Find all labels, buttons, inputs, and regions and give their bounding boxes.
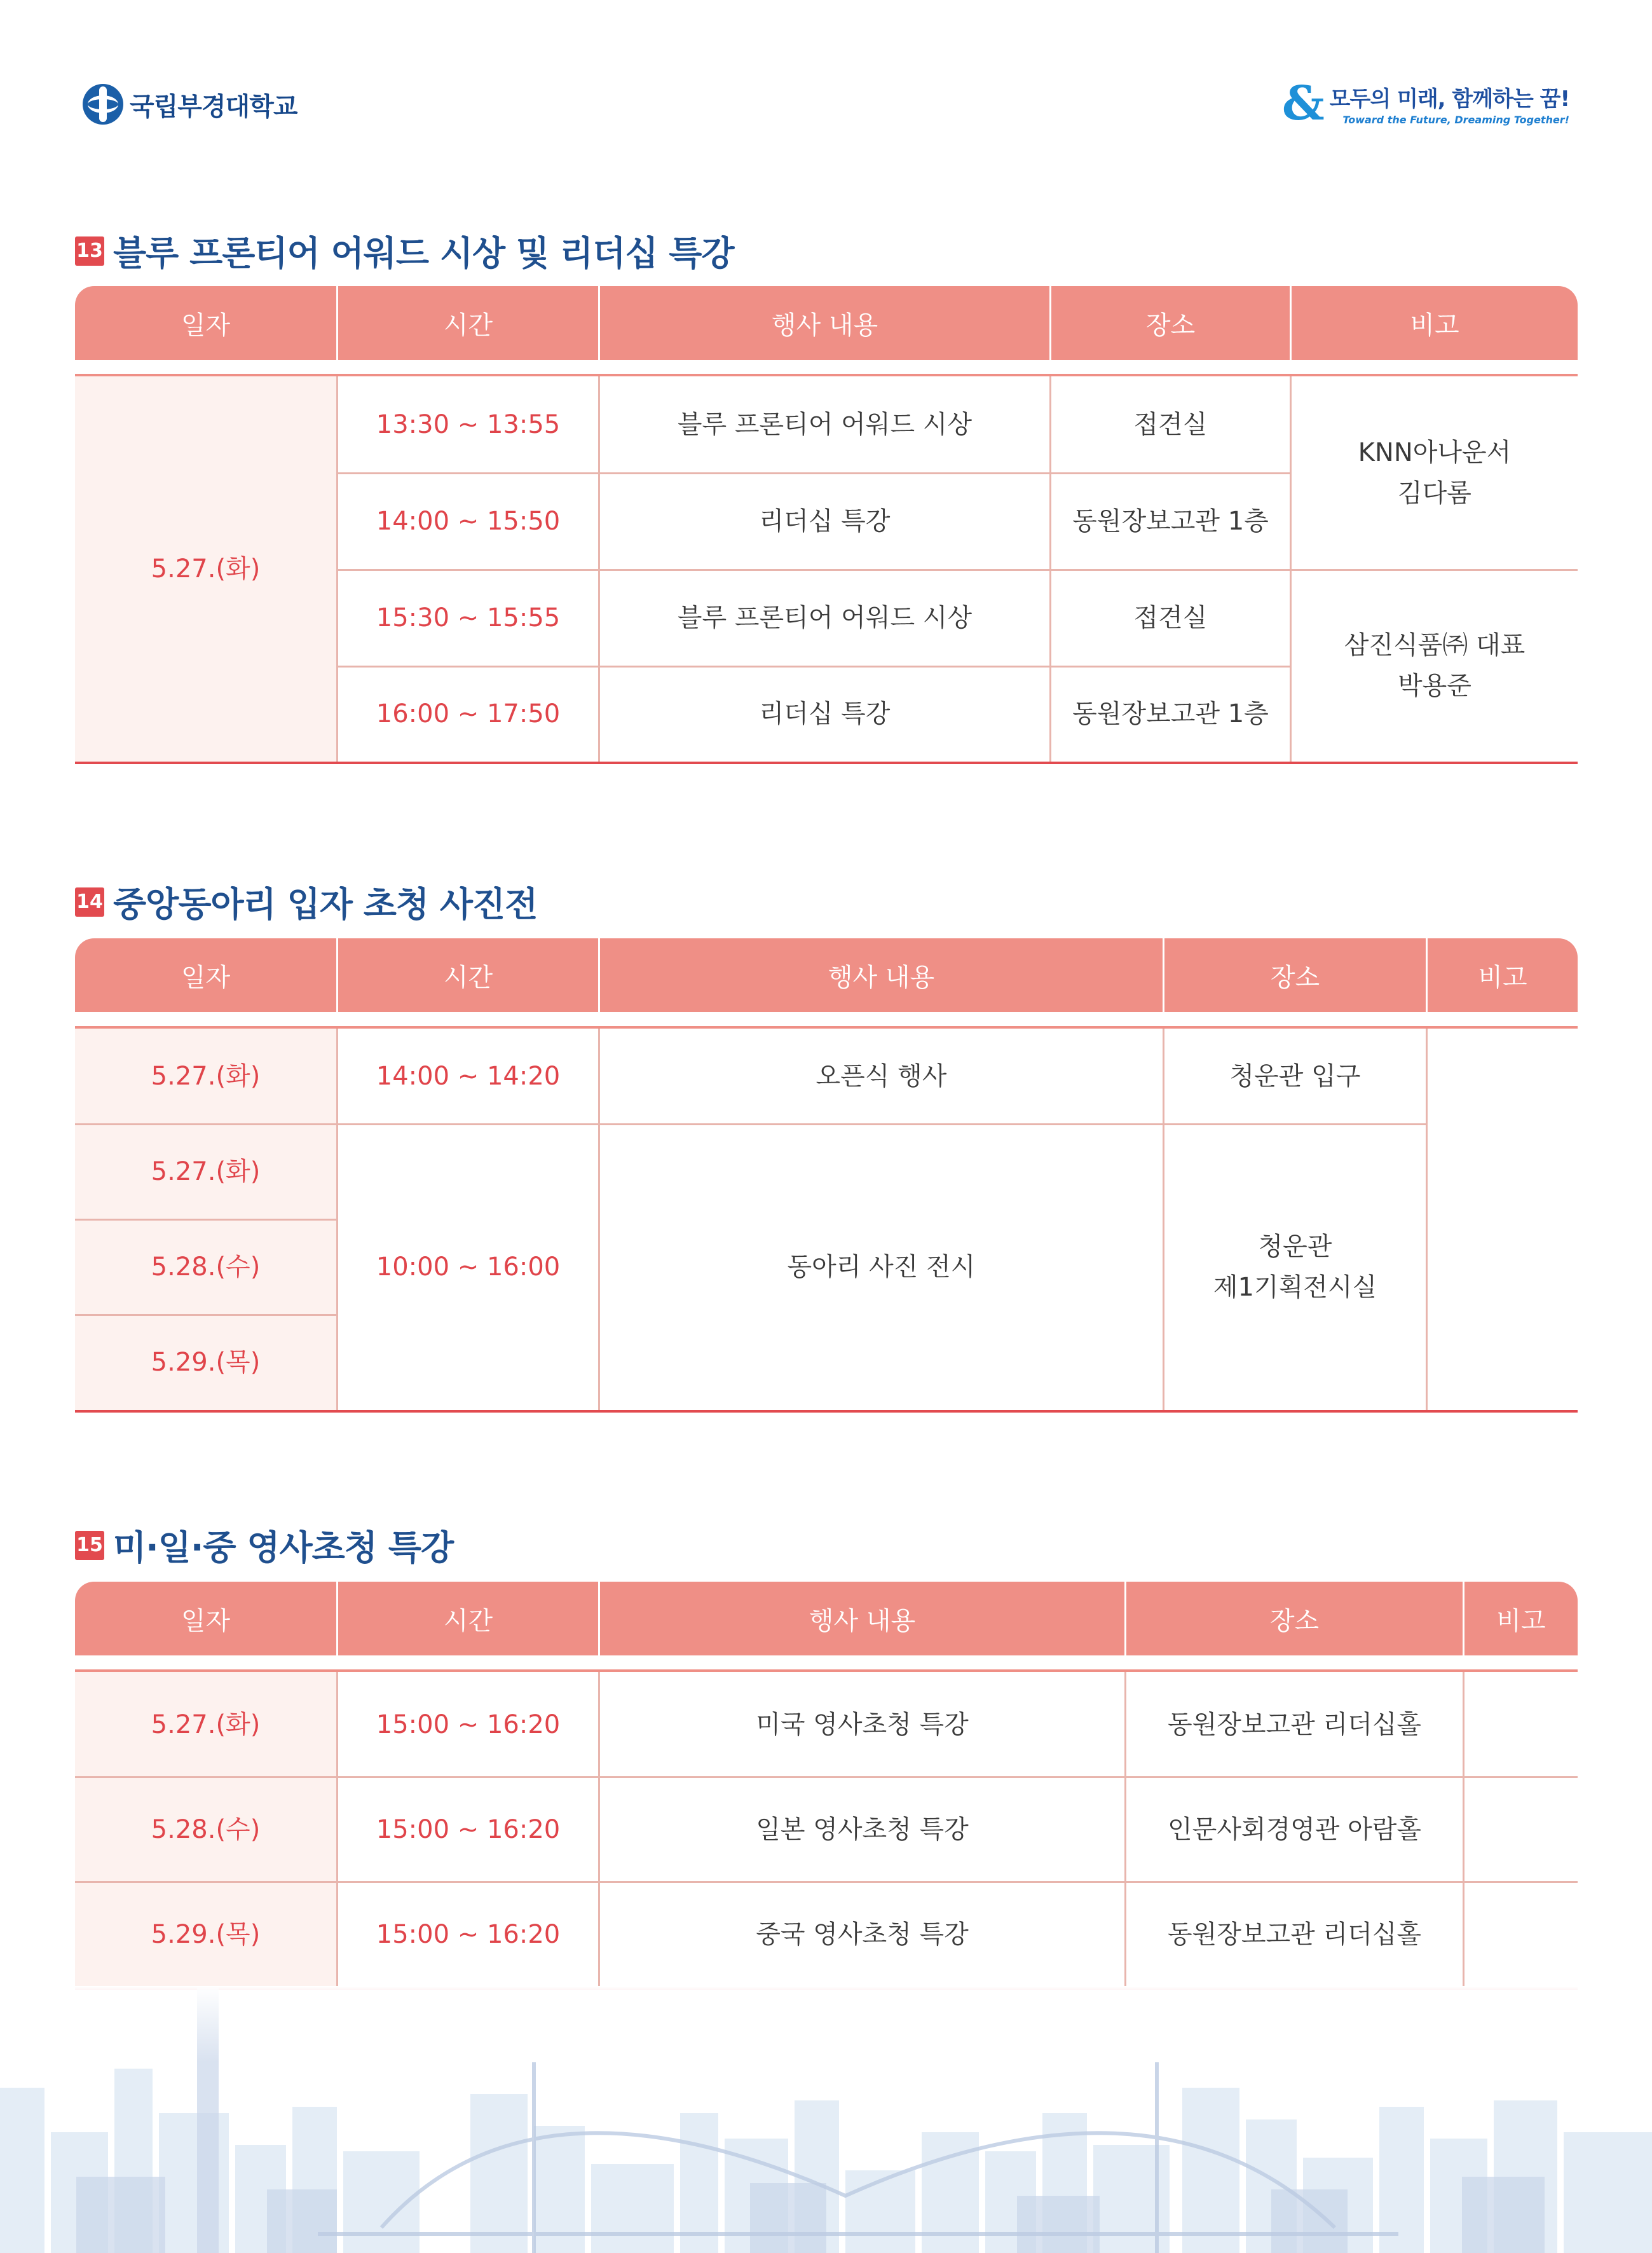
time-cell: 10:00 ~ 16:00 <box>338 1124 600 1410</box>
note-line: 박용준 <box>1398 671 1471 701</box>
date-cell: 5.28.(수) <box>75 1777 338 1882</box>
section-14-title <box>75 877 537 926</box>
header-note: 비고 <box>1496 1606 1546 1636</box>
ampersand-logo-icon: & <box>1281 76 1325 131</box>
section-13-title <box>75 226 734 275</box>
header-date: 일자 <box>75 286 338 360</box>
date-cell: 5.27.(화) <box>75 1124 338 1219</box>
table-body <box>75 1672 1578 1990</box>
slogan-logo <box>1281 76 1569 131</box>
date-cell: 5.27.(화) <box>75 376 338 762</box>
place-cell: 동원장보고관 1층 <box>1051 473 1292 570</box>
place-cell: 청운관 입구 <box>1164 1029 1428 1124</box>
note-cell <box>1292 570 1578 762</box>
content-cell: 오픈식 행사 <box>600 1029 1164 1124</box>
place-cell: 동원장보고관 리더십홀 <box>1126 1672 1464 1777</box>
header-note: 비고 <box>1410 310 1459 340</box>
time-cell: 16:00 ~ 17:50 <box>338 666 600 762</box>
slogan-text: 모두의 미래, 함께하는 꿈! <box>1329 86 1569 112</box>
content-cell: 블루 프론티어 어워드 시상 <box>600 570 1051 666</box>
note-cell <box>1292 376 1578 570</box>
row-divider <box>75 1776 1578 1778</box>
content-cell: 블루 프론티어 어워드 시상 <box>600 376 1051 473</box>
place-cell: 접견실 <box>1051 376 1292 473</box>
place-cell <box>1164 1124 1428 1410</box>
table-body <box>75 1029 1578 1413</box>
row-divider <box>338 472 1292 474</box>
row-divider <box>75 1123 1428 1125</box>
content-cell: 일본 영사초청 특강 <box>600 1777 1126 1882</box>
header-date: 일자 <box>75 938 338 1012</box>
content-cell: 동아리 사진 전시 <box>600 1124 1164 1410</box>
section-14-table <box>75 938 1578 1413</box>
content-cell: 리더십 특강 <box>600 666 1051 762</box>
note-line: 김다롬 <box>1398 479 1471 508</box>
place-cell: 접견실 <box>1051 570 1292 666</box>
time-cell: 15:00 ~ 16:20 <box>338 1882 600 1987</box>
header-place: 장소 <box>1164 938 1428 1012</box>
table-header <box>75 938 1578 1012</box>
section-title-text: 블루 프론티어 어워드 시상 및 리더십 특강 <box>113 233 734 273</box>
place-cell: 동원장보고관 리더십홀 <box>1126 1882 1464 1987</box>
date-cell: 5.29.(목) <box>75 1882 338 1987</box>
note-cell <box>1428 1029 1578 1410</box>
place-cell: 동원장보고관 1층 <box>1051 666 1292 762</box>
table-body <box>75 376 1578 764</box>
header-content: 행사 내용 <box>600 938 1164 1012</box>
date-cell: 5.29.(목) <box>75 1315 338 1410</box>
table-header <box>75 286 1578 360</box>
section-title-text: 중앙동아리 입자 초청 사진전 <box>113 884 538 924</box>
place-cell: 인문사회경영관 아람홀 <box>1126 1777 1464 1882</box>
section-13-table <box>75 286 1578 764</box>
place-line: 제1기획전시실 <box>1213 1273 1377 1302</box>
header-place: 장소 <box>1051 286 1292 360</box>
slogan-english-text: Toward the Future, Dreaming Together! <box>1342 114 1569 126</box>
header-time: 시간 <box>338 286 600 360</box>
section-15-title <box>75 1521 453 1570</box>
note-cell <box>1464 1882 1578 1987</box>
university-emblem-icon <box>83 84 123 125</box>
date-cell: 5.28.(수) <box>75 1219 338 1315</box>
time-cell: 15:00 ~ 16:20 <box>338 1777 600 1882</box>
note-line: KNN아나운서 <box>1358 438 1512 467</box>
content-cell: 중국 영사초청 특강 <box>600 1882 1126 1987</box>
time-cell: 15:30 ~ 15:55 <box>338 570 600 666</box>
time-cell: 14:00 ~ 14:20 <box>338 1029 600 1124</box>
section-15-table <box>75 1582 1578 1990</box>
place-line: 청운관 <box>1258 1232 1332 1261</box>
row-divider <box>338 666 1292 668</box>
note-cell <box>1464 1672 1578 1777</box>
time-cell: 14:00 ~ 15:50 <box>338 473 600 570</box>
university-name: 국립부경대학교 <box>130 92 297 121</box>
row-divider <box>338 569 1578 571</box>
row-divider <box>75 1314 338 1316</box>
section-number-badge: 14 <box>75 887 104 917</box>
header-date: 일자 <box>75 1582 338 1655</box>
date-cell: 5.27.(화) <box>75 1029 338 1124</box>
note-cell <box>1464 1777 1578 1882</box>
table-header <box>75 1582 1578 1655</box>
section-number-badge: 13 <box>75 236 104 266</box>
content-cell: 리더십 특강 <box>600 473 1051 570</box>
section-title-text: 미·일·중 영사초청 특강 <box>113 1528 454 1568</box>
date-cell: 5.27.(화) <box>75 1672 338 1777</box>
row-divider <box>75 1219 338 1221</box>
header-content: 행사 내용 <box>600 1582 1126 1655</box>
note-line: 삼진식품㈜ 대표 <box>1344 631 1526 660</box>
header-place: 장소 <box>1126 1582 1464 1655</box>
content-cell: 미국 영사초청 특강 <box>600 1672 1126 1777</box>
university-logo <box>83 81 297 127</box>
time-cell: 13:30 ~ 13:55 <box>338 376 600 473</box>
header-content: 행사 내용 <box>600 286 1051 360</box>
header-time: 시간 <box>338 1582 600 1655</box>
time-cell: 15:00 ~ 16:20 <box>338 1672 600 1777</box>
city-skyline-illustration <box>0 1986 1652 2253</box>
section-number-badge: 15 <box>75 1531 104 1560</box>
header-note: 비고 <box>1478 962 1527 992</box>
row-divider <box>75 1881 1578 1883</box>
header-time: 시간 <box>338 938 600 1012</box>
